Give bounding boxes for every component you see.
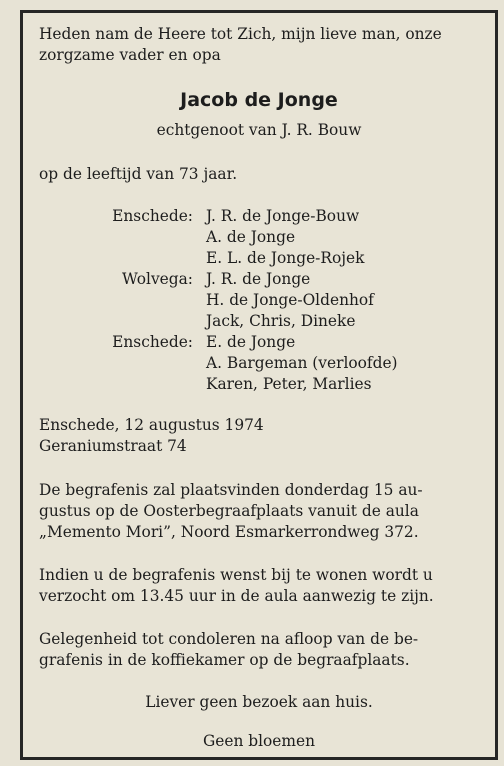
intro-line-2: zorgzame vader en opa bbox=[39, 46, 221, 64]
date-line: Enschede, 12 augustus 1974 bbox=[39, 416, 264, 434]
family-name: Jack, Chris, Dineke bbox=[206, 312, 356, 330]
obituary-frame bbox=[20, 10, 498, 760]
family-name: E. L. de Jonge-Rojek bbox=[206, 249, 365, 267]
deceased-name: Jacob de Jonge bbox=[180, 89, 338, 111]
funeral-line-2: gustus op de Oosterbegraafplaats vanuit de aula bbox=[39, 502, 419, 520]
funeral-line-3: „Memento Mori”, Noord Esmarkerrondweg 372. bbox=[39, 523, 419, 541]
family-place-2: Wolvega: bbox=[122, 270, 193, 288]
family-name: Karen, Peter, Marlies bbox=[206, 375, 372, 393]
spouse-line: echtgenoot van J. R. Bouw bbox=[156, 121, 362, 139]
family-name: A. de Jonge bbox=[206, 228, 296, 246]
funeral-line-1: De begrafenis zal plaatsvinden donderdag 15 au- bbox=[39, 481, 423, 499]
condolence-line-1: Gelegenheid tot condoleren na afloop van de be- bbox=[39, 630, 419, 648]
family-place-3: Enschede: bbox=[112, 333, 193, 351]
no-flowers-note: Geen bloemen bbox=[202, 732, 316, 750]
family-place-1: Enschede: bbox=[112, 207, 193, 225]
no-visit-note: Liever geen bezoek aan huis. bbox=[145, 693, 373, 711]
family-name: J. R. de Jonge-Bouw bbox=[206, 207, 360, 225]
family-name: J. R. de Jonge bbox=[206, 270, 311, 288]
street-line: Geraniumstraat 74 bbox=[39, 437, 187, 455]
family-name: E. de Jonge bbox=[206, 333, 296, 351]
condolence-line-2: grafenis in de koffiekamer op de begraafplaats. bbox=[39, 651, 410, 669]
family-name: H. de Jonge-Oldenhof bbox=[206, 291, 374, 309]
attend-line-1: Indien u de begrafenis wenst bij te wonen wordt u bbox=[39, 566, 433, 584]
intro-line-1: Heden nam de Heere tot Zich, mijn lieve man, onze bbox=[39, 25, 442, 43]
age-line: op de leeftijd van 73 jaar. bbox=[39, 165, 238, 183]
attend-line-2: verzocht om 13.45 uur in de aula aanwezig te zijn. bbox=[39, 587, 434, 605]
family-name: A. Bargeman (verloofde) bbox=[206, 354, 398, 372]
